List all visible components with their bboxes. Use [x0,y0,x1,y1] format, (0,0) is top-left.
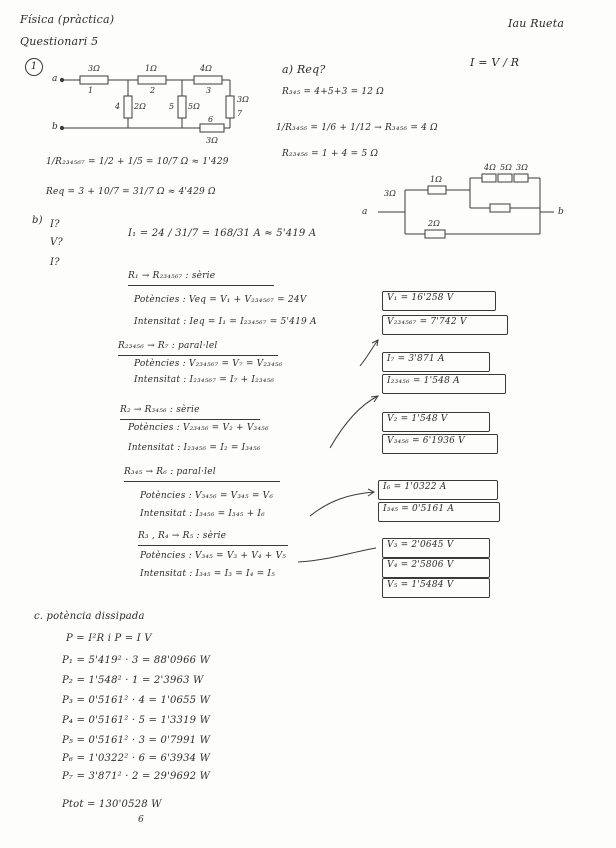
power-line-6: P₆ = 1'0322² · 6 = 6'3934 W [62,753,211,764]
analysis-1-title: R₁ → R₂₃₄₅₆₇ : sèrie [128,271,216,281]
analysis-1-pot: Potències : Veq = V₁ + V₂₃₄₅₆₇ = 24V [134,295,307,305]
analysis-5-title: R₃ , R₄ → R₅ : sèrie [138,531,227,541]
analysis-5-int: Intensitat : I₃₄₅ = I₃ = I₄ = I₅ [140,569,275,579]
analysis-1-int: Intensitat : Ieq = I₁ = I₂₃₄₅₆₇ = 5'419 A [134,317,317,327]
result-i6: I₆ = 1'0322 A [378,480,498,500]
analysis-3-int: Intensitat : I₂₃₄₅₆ = I₂ = I₃₄₅₆ [128,443,261,453]
current-equation: I₁ = 24 / 31/7 = 168/31 A ≈ 5'419 A [128,228,317,239]
power-line-2: P₂ = 1'548² · 1 = 2'3963 W [62,675,204,686]
power-line-4: P₄ = 0'5161² · 5 = 1'3319 W [62,715,211,726]
subject-title: Física (pràctica) [20,13,115,26]
result-v3: V₃ = 2'0645 V [382,538,490,558]
power-line-5: P₅ = 0'5161² · 3 = 0'7991 W [62,735,211,746]
circuit2-label-r3: 4Ω [484,163,497,172]
r1-index: 1 [88,86,94,95]
questionnaire-title: Questionari 5 [20,35,99,48]
part-a-line-1: R₃₄₅ = 4+5+3 = 12 Ω [282,87,384,97]
analysis-3-title: R₂ → R₃₄₅₆ : sèrie [120,405,200,415]
analysis-3-pot: Potències : V₂₃₄₅₆ = V₂ + V₃₄₅₆ [128,423,269,433]
result-v234567: V₂₃₄₅₆₇ = 7'742 V [382,315,508,335]
r4-index: 4 [115,102,121,111]
part-a-line-4: 1/R₂₃₄₅₆₇ = 1/2 + 1/5 = 10/7 Ω ≈ 1'429 [46,157,229,167]
r7-index: 7 [237,109,243,118]
part-a-line-2: 1/R₃₄₅₆ = 1/6 + 1/12 → R₃₄₅₆ = 4 Ω [276,123,438,133]
circuit2-label-r4: 5Ω [500,163,513,172]
part-a-line-3: R₂₃₄₅₆ = 1 + 4 = 5 Ω [282,149,379,159]
analysis-2-title: R₂₃₄₅₆ → R₇ : paral·lel [118,341,218,351]
part-b-label: b) [32,215,43,226]
analysis-4-title: R₃₄₅ → R₆ : paral·lel [124,467,216,477]
power-line-3: P₃ = 0'5161² · 4 = 1'0655 W [62,695,211,706]
circuit2-terminal-b: b [558,207,564,217]
r3-value: 4Ω [200,64,213,73]
circuit2-label-r5: 3Ω [516,163,529,172]
result-v3456: V₃₄₅₆ = 6'1936 V [382,434,498,454]
r2-value: 1Ω [145,64,158,73]
circuit2-label-r1: 3Ω [384,189,397,198]
ohm-law-note: I = V / R [470,56,520,69]
analysis-4-int: Intensitat : I₃₄₅₆ = I₃₄₅ + I₆ [140,509,265,519]
part-b-question-1: I? [50,219,60,230]
part-b-question-3: I? [50,257,60,268]
author-name: Iau Rueta [508,17,565,30]
result-i345: I₃₄₅ = 0'5161 A [378,502,500,522]
part-b-question-2: V? [50,237,63,248]
circuit2-terminal-a: a [362,207,368,217]
circuit2-label-r7: 2Ω [428,219,441,228]
r3-index: 3 [206,86,212,95]
r5-value: 5Ω [188,102,201,111]
part-c-label: c. potència dissipada [34,611,145,622]
r5-index: 5 [169,102,175,111]
exercise-number: 1 [25,58,43,76]
result-v4: V₄ = 2'5806 V [382,558,490,578]
result-v5: V₅ = 1'5484 V [382,578,490,598]
power-line-7: P₇ = 3'871² · 2 = 29'9692 W [62,771,211,782]
r1-value: 3Ω [88,64,101,73]
page-number: 6 [138,815,144,825]
analysis-2-pot: Potències : V₂₃₄₅₆₇ = V₇ = V₂₃₄₅₆ [134,359,283,369]
power-formula: P = I²R i P = I V [66,633,152,644]
result-i7: I₇ = 3'871 A [382,352,490,372]
analysis-5-pot: Potències : V₃₄₅ = V₃ + V₄ + V₅ [140,551,287,561]
result-v2: V₂ = 1'548 V [382,412,490,432]
r7-value: 3Ω [237,95,250,104]
result-i23456: I₂₃₄₅₆ = 1'548 A [382,374,506,394]
r6-value: 3Ω [206,136,219,145]
part-a-label: a) Req? [282,63,326,76]
analysis-2-int: Intensitat : I₂₃₄₅₆₇ = I₇ + I₂₃₄₅₆ [134,375,275,385]
terminal-b-label: b [52,122,58,132]
power-total: Ptot = 130'0528 W [62,799,162,810]
power-line-1: P₁ = 5'419² · 3 = 88'0966 W [62,655,211,666]
r4-value: 2Ω [134,102,147,111]
terminal-a-label: a [52,74,58,84]
r6-index: 6 [208,115,214,124]
part-a-line-5: Req = 3 + 10/7 = 31/7 Ω ≈ 4'429 Ω [46,187,216,197]
result-v1: V₁ = 16'258 V [382,291,496,311]
circuit2-label-r2: 1Ω [430,175,443,184]
r2-index: 2 [150,86,156,95]
analysis-4-pot: Potències : V₃₄₅₆ = V₃₄₅ = V₆ [140,491,274,501]
